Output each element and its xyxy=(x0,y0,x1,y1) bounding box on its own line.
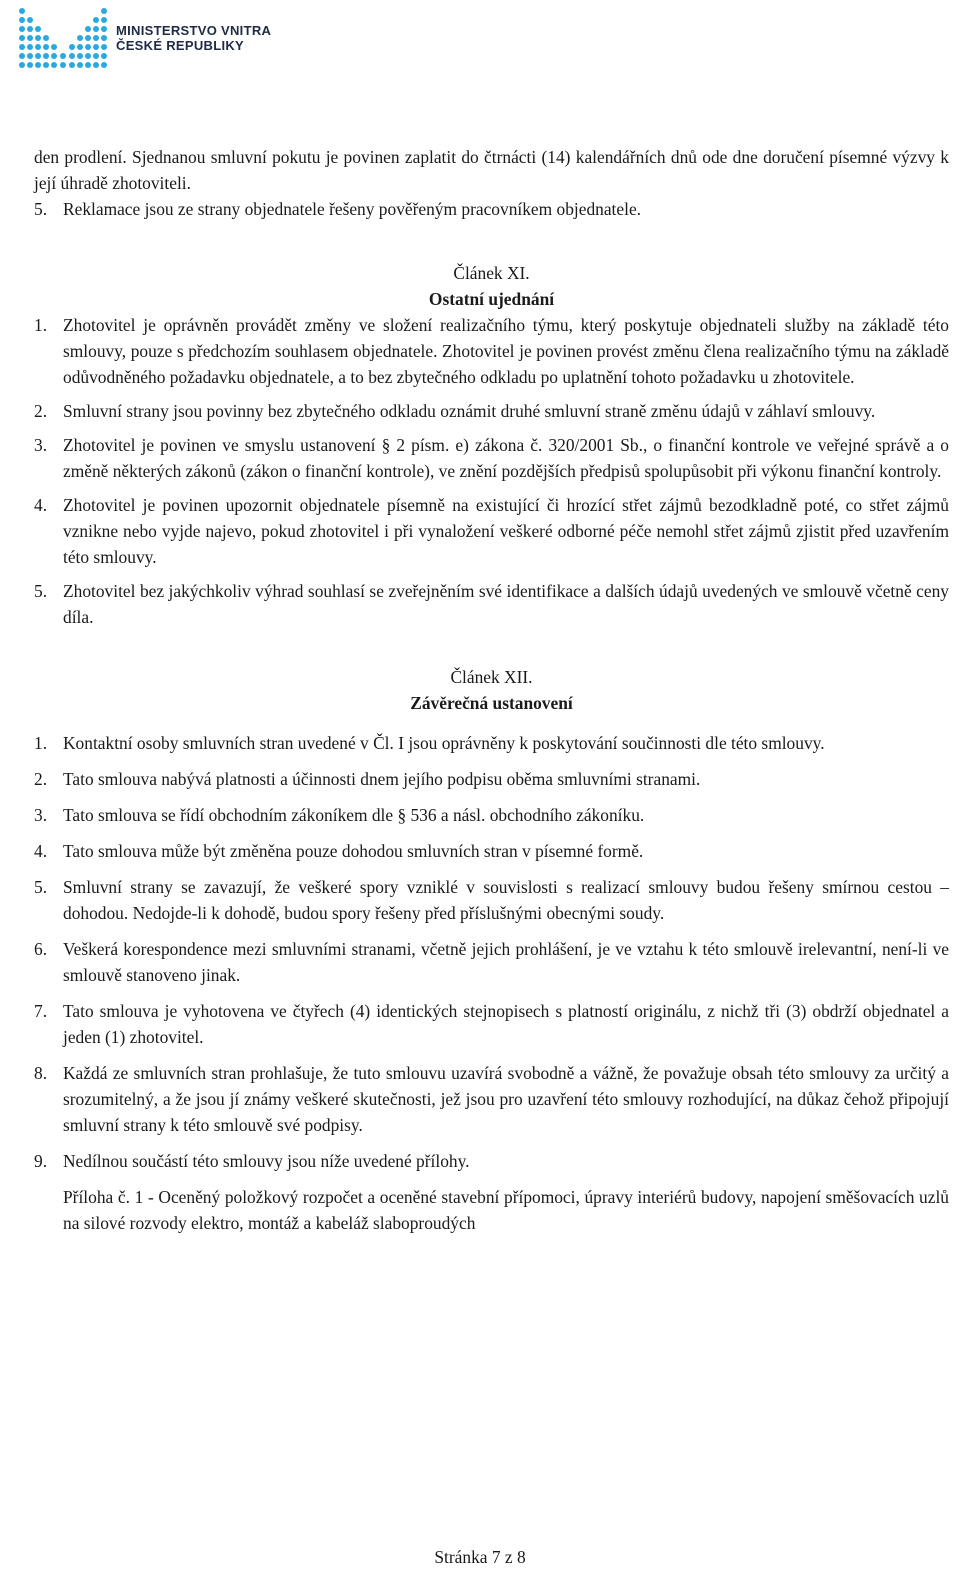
ministry-logo-mark-icon xyxy=(18,7,108,69)
page-number: Stránka 7 z 8 xyxy=(434,1547,526,1567)
list-item xyxy=(34,936,949,988)
item-text: Zhotovitel je povinen upozornit objednatele písemně na existující či hrozící střet zájmů bezodkladně poté, co střet zájmů vznikne nebo vyjde najevo, pokud zhotovitel i při vynaložení veškeré odborné péče nemohl střet zájmů zjistit před uzavřením této smlouvy. xyxy=(63,495,949,567)
item-text: Zhotovitel bez jakýchkoliv výhrad souhlasí se zveřejněním své identifikace a dalších údajů uvedených ve smlouvě včetně ceny díla. xyxy=(63,581,949,627)
item-text: Tato smlouva nabývá platnosti a účinnosti dnem jejího podpisu oběma smluvními stranami. xyxy=(63,769,701,789)
item-text: Kontaktní osoby smluvních stran uvedené v Čl. I jsou oprávněny k poskytování součinnosti dle této smlouvy. xyxy=(63,733,825,753)
document-body xyxy=(34,144,949,1236)
item-number: 3. xyxy=(34,435,48,455)
appendix-paragraph: Příloha č. 1 - Oceněný položkový rozpočet a oceněné stavební přípomoci, úpravy interiérů budovy, napojení směšovacích uzlů na silové rozvody elektro, montáž a kabeláž slaboproudých xyxy=(63,1187,949,1233)
item-text: Tato smlouva může být změněna pouze dohodou smluvních stran v písemné formě. xyxy=(63,841,644,861)
article-title: Článek XII. xyxy=(450,667,533,687)
list-item xyxy=(34,578,949,630)
item-number: 3. xyxy=(34,805,48,825)
item-text: Reklamace jsou ze strany objednatele řešeny pověřeným pracovníkem objednatele. xyxy=(63,199,642,219)
list-item xyxy=(34,492,949,570)
logo-line-1: MINISTERSTVO VNITRA xyxy=(116,23,272,38)
item-text: Zhotovitel je povinen ve smyslu ustanovení § 2 písm. e) zákona č. 320/2001 Sb., o finanční kontrole ve veřejné správě a o změně některých zákonů (zákon o finanční kontrole), ve znění pozdějších předpisů spolupůsobit při výkonu finanční kontroly. xyxy=(63,435,949,481)
list-item xyxy=(34,766,949,792)
item-number: 2. xyxy=(34,769,48,789)
list-item xyxy=(34,1148,949,1174)
ministry-logo xyxy=(18,6,271,70)
list-item xyxy=(34,398,949,424)
list-item xyxy=(34,1060,949,1138)
article-title: Článek XI. xyxy=(453,263,530,283)
list-item xyxy=(34,432,949,484)
item-number: 8. xyxy=(34,1063,48,1083)
article-subtitle: Ostatní ujednání xyxy=(428,289,555,309)
item-text: Veškerá korespondence mezi smluvními stranami, včetně jejich prohlášení, je ve vztahu k této smlouvě irelevantní, není-li ve smlouvě stanoveno jinak. xyxy=(63,939,949,985)
item-number: 5. xyxy=(34,581,48,601)
list-item xyxy=(34,874,949,926)
article-11-heading xyxy=(34,260,949,312)
item-number: 9. xyxy=(34,1151,48,1171)
list-item xyxy=(34,312,949,390)
list-item xyxy=(34,802,949,828)
list-item xyxy=(34,998,949,1050)
item-text: Tato smlouva se řídí obchodním zákoníkem dle § 536 a násl. obchodního zákoníku. xyxy=(63,805,645,825)
item-text: Smluvní strany se zavazují, že veškeré spory vzniklé v souvislosti s realizací smlouvy budou řešeny smírnou cestou – dohodou. Nedojde-li k dohodě, budou spory řešeny před příslušnými obecnými soudy. xyxy=(63,877,949,923)
item-number: 5. xyxy=(34,199,48,219)
list-item xyxy=(34,838,949,864)
continued-paragraph: den prodlení. Sjednanou smluvní pokutu je povinen zaplatit do čtrnácti (14) kalendářních dnů ode dne doručení písemné výzvy k její úhradě zhotoviteli. xyxy=(34,147,949,193)
item-number: 5. xyxy=(34,877,48,897)
item-number: 7. xyxy=(34,1001,48,1021)
item-number: 1. xyxy=(34,315,48,335)
item-text: Tato smlouva je vyhotovena ve čtyřech (4) identických stejnopisech s platností originálu, z nichž tři (3) obdrží objednatel a jeden (1) zhotovitel. xyxy=(63,1001,949,1047)
list-item xyxy=(34,730,949,756)
item-text: Každá ze smluvních stran prohlašuje, že tuto smlouvu uzavírá svobodně a vážně, že považuje obsah této smlouvy za určitý a srozumitelný, a že jsou jí známy veškeré skutečnosti, jež jsou pro uzavření této smlouvy rozhodující, na důkaz čehož připojují smluvní strany k této smlouvě své podpisy. xyxy=(63,1063,949,1135)
logo-line-2: ČESKÉ REPUBLIKY xyxy=(116,38,245,53)
article-12-heading xyxy=(34,664,949,716)
list-item xyxy=(34,196,949,222)
logo-text xyxy=(116,23,271,53)
item-number: 2. xyxy=(34,401,48,421)
article-subtitle: Závěrečná ustanovení xyxy=(410,693,573,713)
item-text: Smluvní strany jsou povinny bez zbytečného odkladu oznámit druhé smluvní straně změnu údajů v záhlaví smlouvy. xyxy=(63,401,876,421)
item-number: 4. xyxy=(34,495,48,515)
item-number: 4. xyxy=(34,841,48,861)
item-text: Zhotovitel je oprávněn provádět změny ve složení realizačního týmu, který poskytuje objednateli služby na základě této smlouvy, pouze s předchozím souhlasem objednatele. Zhotovitel je povinen provést změnu člena realizačního týmu na základě odůvodněného požadavku objednatele, a to bez zbytečného odkladu po uplatnění tohoto požadavku u zhotovitele. xyxy=(63,315,949,387)
item-text: Nedílnou součástí této smlouvy jsou níže uvedené přílohy. xyxy=(63,1151,470,1171)
item-number: 1. xyxy=(34,733,48,753)
item-number: 6. xyxy=(34,939,48,959)
